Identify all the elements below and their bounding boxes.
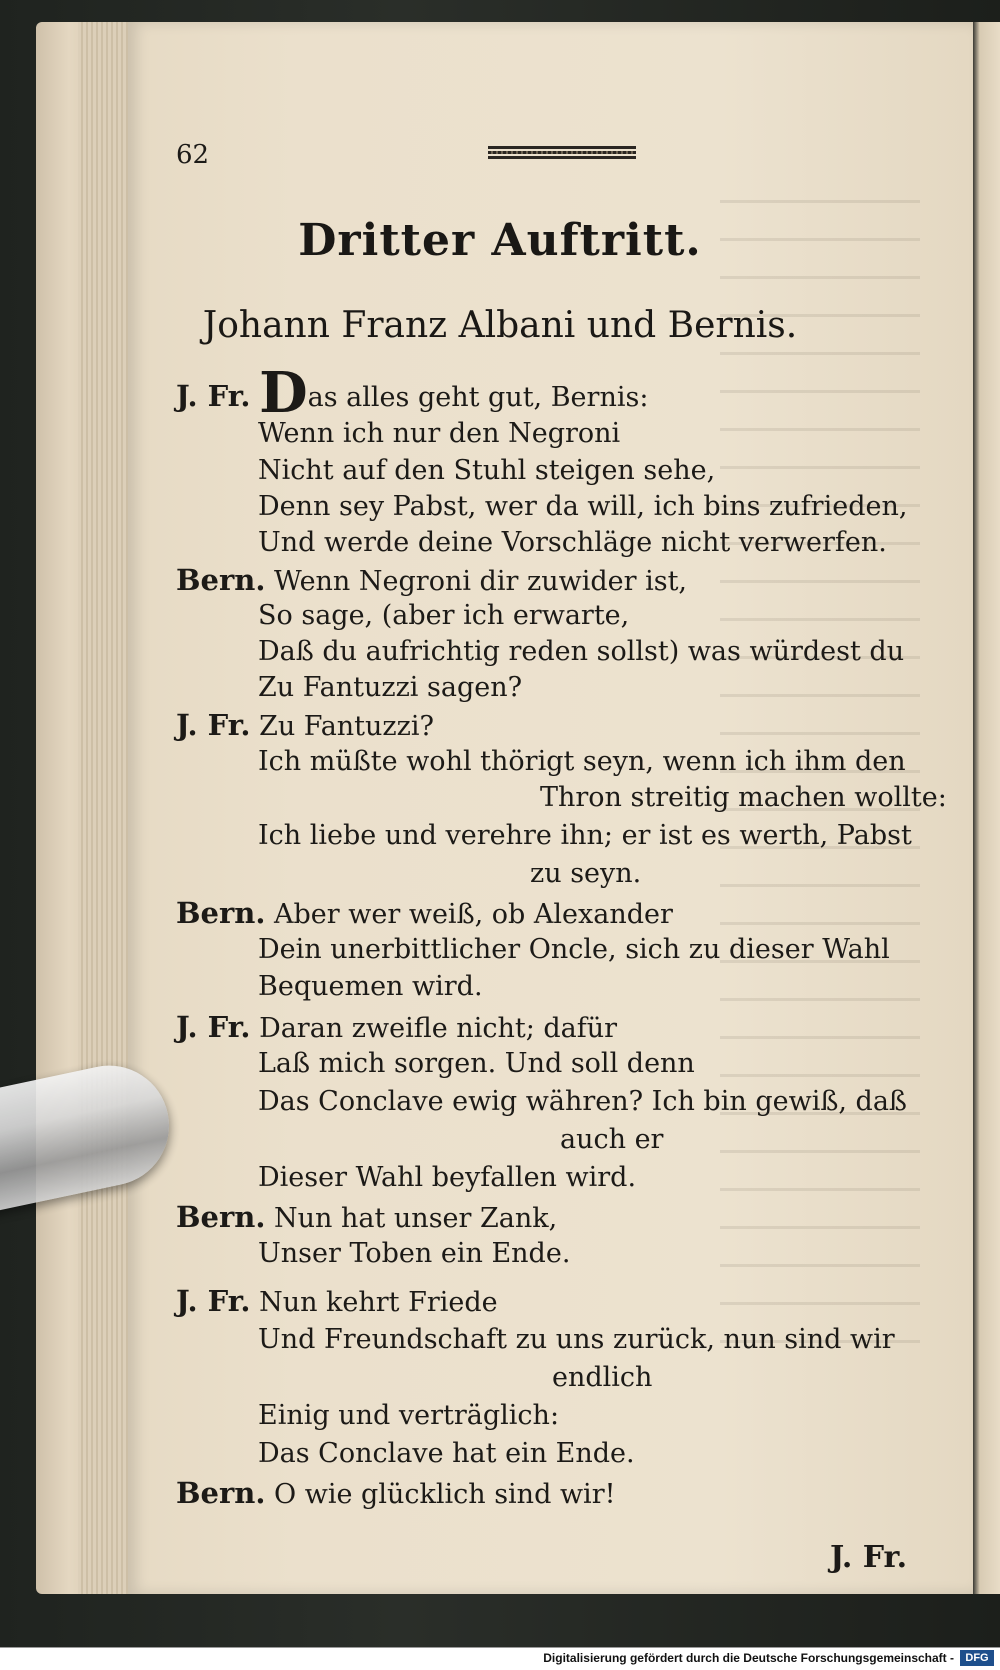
line-text: Daran zweifle nicht; dafür (259, 1013, 618, 1044)
text-line: Denn sey Pabst, wer da will, ich bins zufrieden, (258, 491, 908, 522)
text-line: Thron streitig machen wollte: (540, 782, 947, 813)
text-line: Zu Fantuzzi sagen? (258, 672, 523, 703)
text-line: Unser Toben ein Ende. (258, 1238, 571, 1269)
text-line (176, 1284, 498, 1318)
line-text: O wie glücklich sind wir! (274, 1479, 616, 1510)
text-line: Bequemen wird. (258, 971, 483, 1002)
text-line (176, 360, 649, 426)
line-text: Aber wer weiß, ob Alexander (274, 899, 673, 930)
text-line: Wenn ich nur den Negroni (258, 418, 621, 449)
text-line: Dieser Wahl beyfallen wird. (258, 1162, 637, 1193)
speaker-label: Bern. (176, 1200, 266, 1234)
line-text: Wenn Negroni dir zuwider ist, (274, 566, 688, 597)
funding-credit: Digitalisierung gefördert durch die Deutsche Forschungsgemeinschaft - (543, 1651, 954, 1665)
speaker-label: J. Fr. (176, 708, 251, 742)
text-line: Nicht auf den Stuhl steigen sehe, (258, 455, 716, 486)
speaker-label: Bern. (176, 1476, 266, 1510)
catchword: J. Fr. (830, 1540, 908, 1575)
speaker-label: Bern. (176, 563, 266, 597)
text-line: Das Conclave hat ein Ende. (258, 1438, 635, 1469)
text-line (176, 708, 434, 742)
text-line: Und werde deine Vorschläge nicht verwerfen. (258, 527, 887, 558)
dfg-logo: DFG (960, 1650, 994, 1666)
text-line (176, 563, 687, 597)
line-text: Nun hat unser Zank, (274, 1203, 558, 1234)
text-line: Daß du aufrichtig reden sollst) was würdest du (258, 636, 905, 667)
ornamental-rule (488, 146, 636, 159)
text-line: Ich müßte wohl thörigt seyn, wenn ich ihm den (258, 746, 906, 777)
page-number: 62 (176, 140, 210, 170)
text-line: auch er (560, 1124, 664, 1155)
speaker-label: Bern. (176, 896, 266, 930)
text-line: Ich liebe und verehre ihn; er ist es werth, Pabst (258, 820, 912, 851)
text-line (176, 1200, 557, 1234)
footer-bar (0, 1647, 1000, 1670)
text-line (176, 896, 673, 930)
scene-title: Dritter Auftritt. (298, 215, 702, 266)
line-text: as alles geht gut, Bernis: (307, 382, 649, 413)
text-line (176, 1010, 617, 1044)
drop-capital: D (259, 360, 308, 426)
text-line: endlich (552, 1362, 653, 1393)
line-text: Zu Fantuzzi? (259, 711, 434, 742)
line-text: Nun kehrt Friede (259, 1287, 498, 1318)
speaker-label: J. Fr. (176, 1010, 251, 1044)
text-line: zu seyn. (530, 858, 642, 889)
text-line: Und Freundschaft zu uns zurück, nun sind wir (258, 1324, 895, 1355)
speaker-label: J. Fr. (176, 1284, 251, 1318)
text-line: So sage, (aber ich erwarte, (258, 600, 630, 631)
scene-characters: Johann Franz Albani und Bernis. (202, 305, 798, 346)
text-line: Laß mich sorgen. Und soll denn (258, 1048, 695, 1079)
text-line: Das Conclave ewig währen? Ich bin gewiß, daß (258, 1086, 907, 1117)
text-line (176, 1476, 615, 1510)
text-line: Einig und verträglich: (258, 1400, 560, 1431)
speaker-label: J. Fr. (176, 379, 251, 413)
text-line: Dein unerbittlicher Oncle, sich zu dieser Wahl (258, 934, 890, 965)
